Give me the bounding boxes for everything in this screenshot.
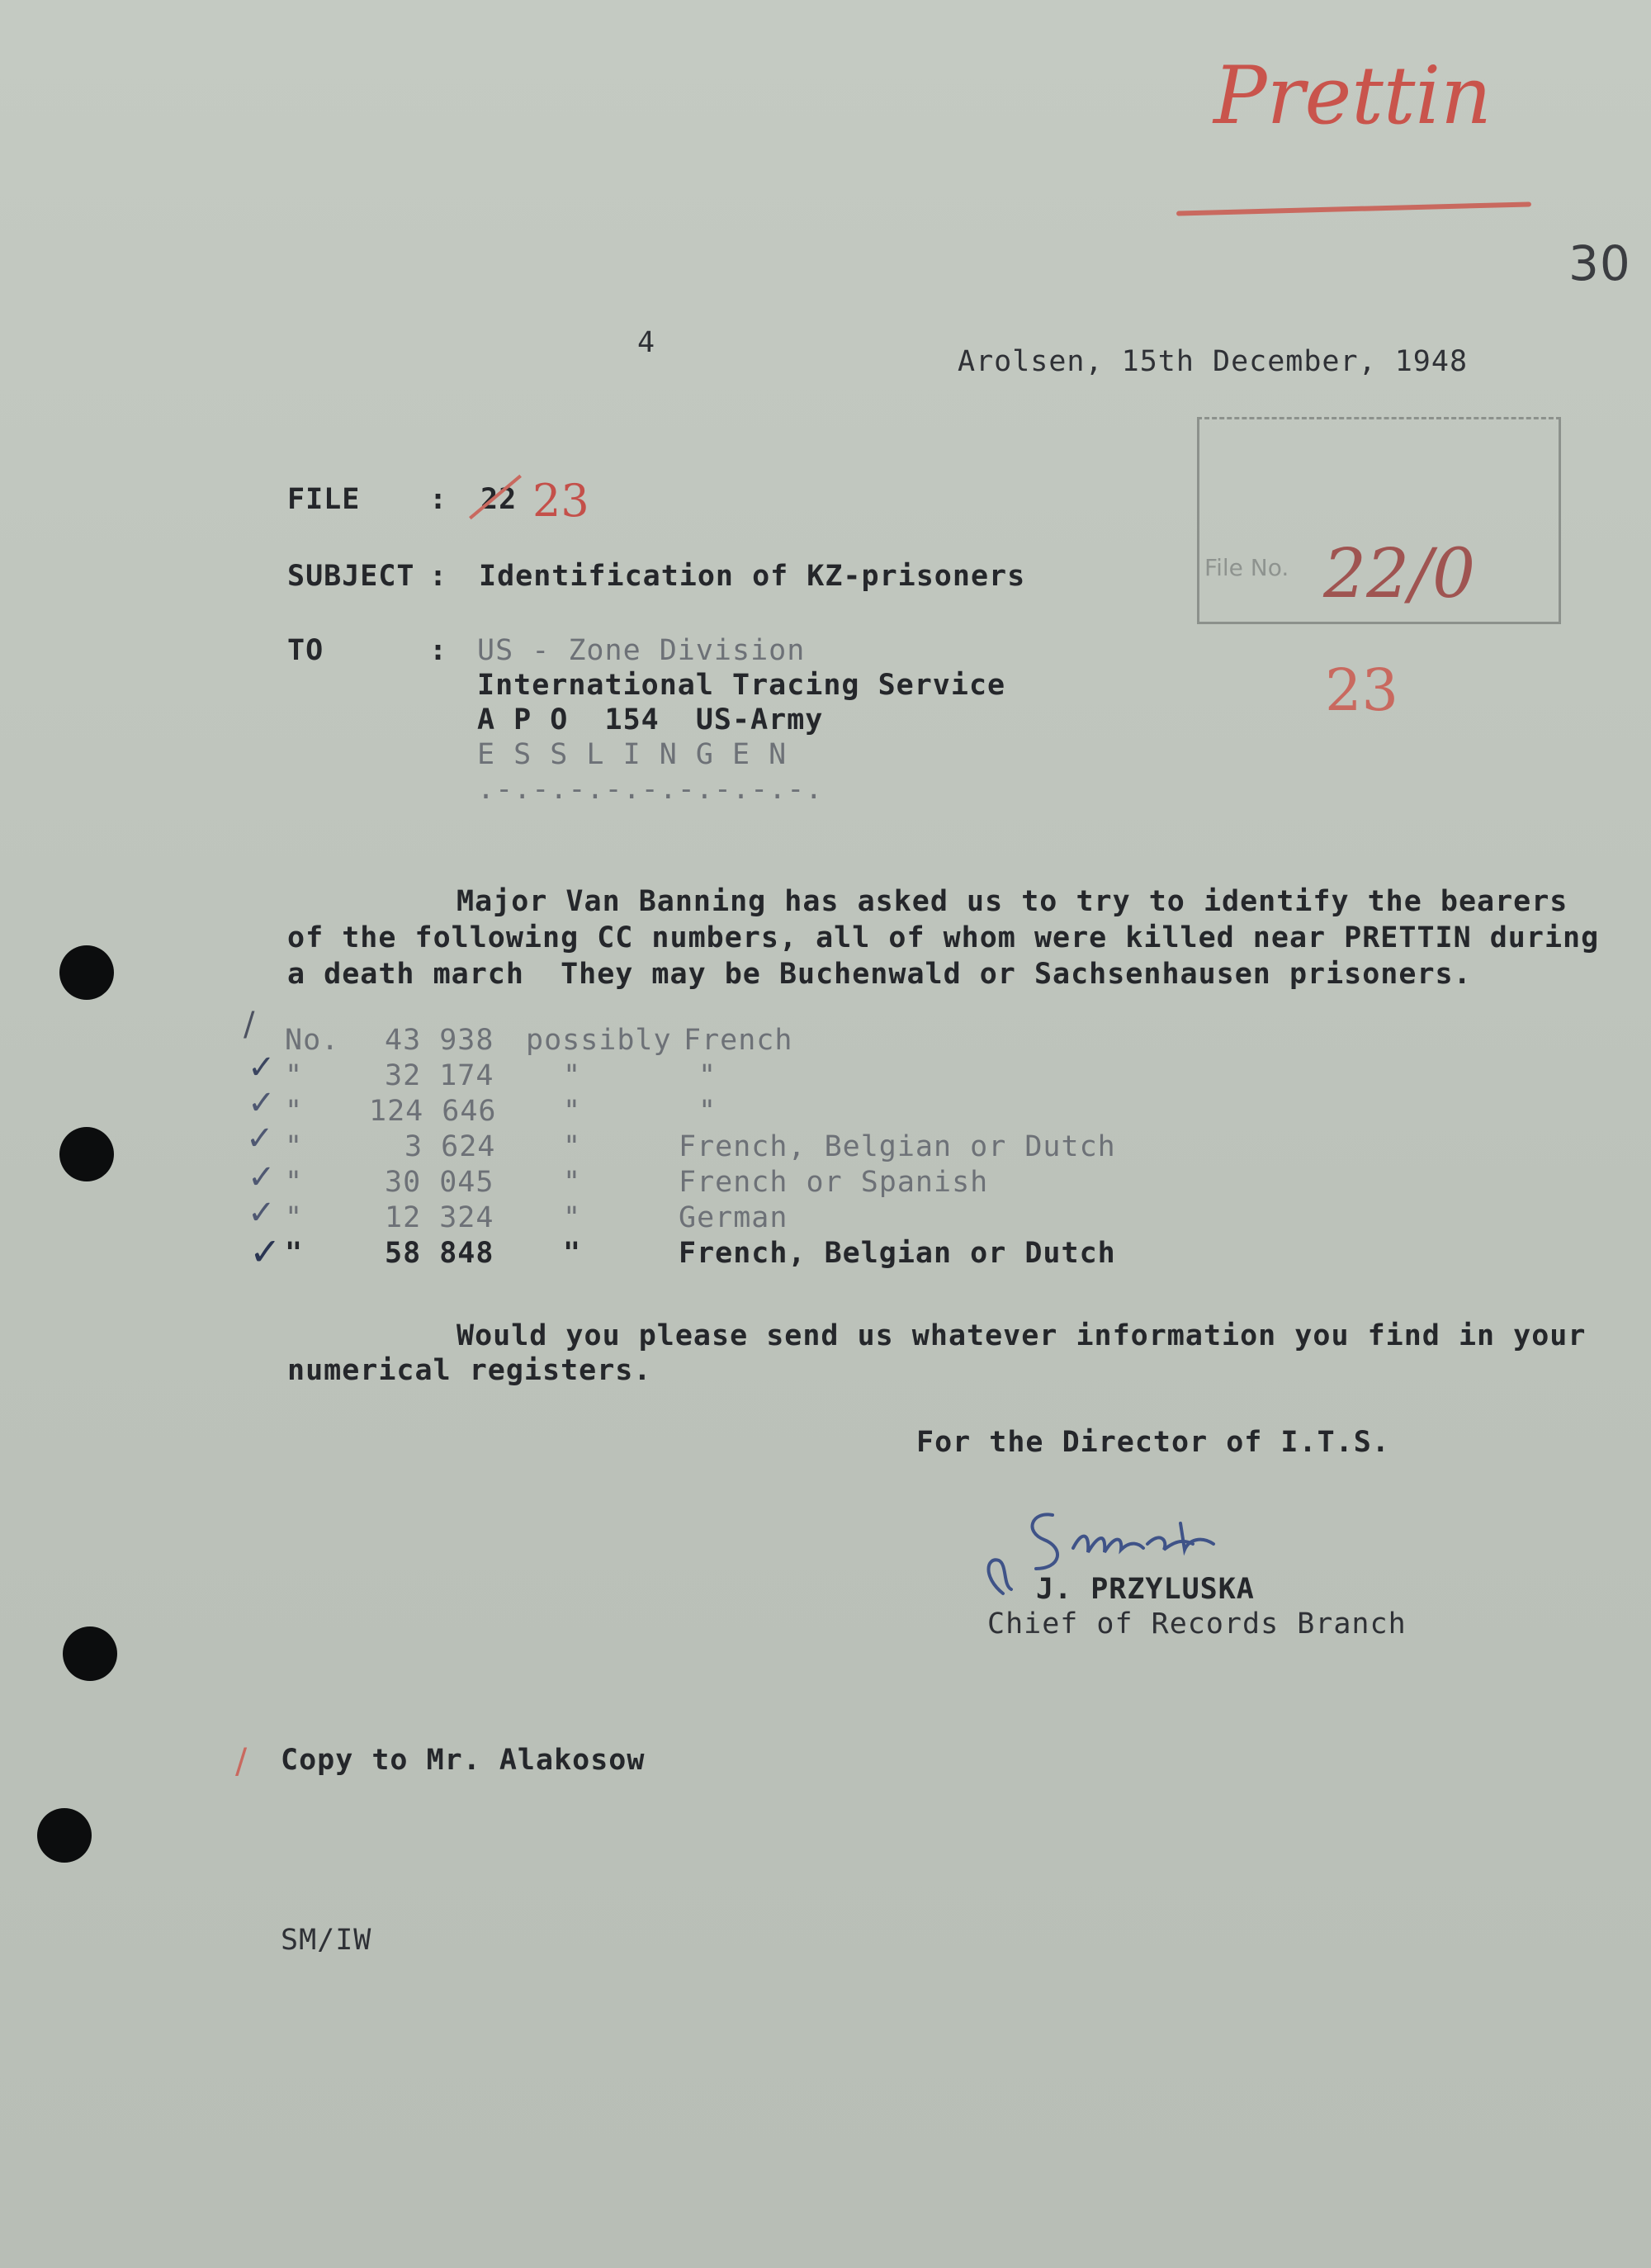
stamp-label: File No. xyxy=(1204,554,1289,581)
handwritten-title: Prettin xyxy=(1213,50,1492,142)
row-prefix: " xyxy=(285,1095,304,1128)
prisoner-number: 12 324 xyxy=(385,1201,494,1234)
subject-label: SUBJECT xyxy=(287,560,415,593)
subject-sep: : xyxy=(429,560,448,593)
body-line: of the following CC numbers, all of whom were killed near PRETTIN during xyxy=(287,921,1600,954)
red-underline xyxy=(1176,201,1531,215)
file-stamp xyxy=(1197,417,1561,624)
place-date: Arolsen, 15th December, 1948 xyxy=(958,345,1469,378)
check-mark: ✓ xyxy=(246,1120,274,1158)
prisoner-note: " xyxy=(563,1237,582,1270)
file-sep: : xyxy=(429,483,448,516)
prisoner-note: " xyxy=(563,1095,582,1128)
body-line: numerical registers. xyxy=(287,1354,652,1387)
to-line: A P O 154 US-Army xyxy=(477,703,824,736)
stamp-file-number: 22/0 xyxy=(1323,535,1476,613)
row-prefix: " xyxy=(285,1237,304,1270)
prisoner-nationality: " xyxy=(698,1095,717,1128)
to-sep: : xyxy=(429,634,448,667)
check-mark: / xyxy=(244,1006,255,1044)
page-number: 30 xyxy=(1568,235,1631,291)
reference-initials: SM/IW xyxy=(281,1924,372,1957)
prisoner-nationality: " xyxy=(698,1059,717,1092)
stamp-corrected-number: 23 xyxy=(1325,656,1399,724)
prisoner-note: " xyxy=(563,1059,582,1092)
prisoner-number: 32 174 xyxy=(385,1059,494,1092)
red-tick: / xyxy=(235,1740,248,1781)
closing-line: For the Director of I.T.S. xyxy=(916,1426,1390,1459)
body-line: Major Van Banning has asked us to try to identify the bearers xyxy=(457,885,1568,918)
check-mark: ✓ xyxy=(248,1084,276,1122)
row-prefix: " xyxy=(285,1201,304,1234)
signature-name: J. PRZYLUSKA xyxy=(1036,1573,1255,1606)
file-value: 22 xyxy=(480,483,518,516)
check-mark: ✓ xyxy=(248,1194,276,1232)
body-line: Would you please send us whatever information you find in your xyxy=(457,1319,1587,1352)
prisoner-number: 43 938 xyxy=(385,1024,494,1057)
to-line: E S S L I N G E N xyxy=(477,738,788,771)
prisoner-number: 30 045 xyxy=(385,1166,494,1199)
punch-hole xyxy=(59,1127,114,1181)
to-divider: .-.-.-.-.-.-.-.-.-. xyxy=(477,773,824,806)
row-prefix: " xyxy=(285,1059,304,1092)
prisoner-note: " xyxy=(563,1166,582,1199)
check-mark: ✓ xyxy=(248,1049,276,1087)
row-prefix: No. xyxy=(285,1024,340,1057)
prisoner-nationality: French, Belgian or Dutch xyxy=(679,1130,1116,1163)
punch-hole xyxy=(59,945,114,1000)
body-line: a death march They may be Buchenwald or Sachsenhausen prisoners. xyxy=(287,958,1472,991)
to-line: International Tracing Service xyxy=(477,669,1006,702)
prisoner-number: 58 848 xyxy=(385,1237,494,1270)
row-prefix: " xyxy=(285,1130,304,1163)
prisoner-nationality: German xyxy=(679,1201,788,1234)
prisoner-nationality: French xyxy=(684,1024,793,1057)
prisoner-note: possibly xyxy=(526,1024,672,1057)
to-line: US - Zone Division xyxy=(477,634,806,667)
prisoner-nationality: French or Spanish xyxy=(679,1166,989,1199)
prisoner-number: 3 624 xyxy=(404,1130,496,1163)
file-label: FILE xyxy=(287,483,361,516)
signature-title: Chief of Records Branch xyxy=(987,1607,1407,1641)
row-prefix: " xyxy=(285,1166,304,1199)
to-label: TO xyxy=(287,634,324,667)
prisoner-note: " xyxy=(563,1201,582,1234)
punch-hole xyxy=(63,1626,117,1681)
prisoner-note: " xyxy=(563,1130,582,1163)
check-mark: ✓ xyxy=(248,1158,276,1196)
prisoner-nationality: French, Belgian or Dutch xyxy=(679,1237,1116,1270)
subject-value: Identification of KZ-prisoners xyxy=(479,560,1026,593)
check-mark: ✓ xyxy=(249,1229,281,1274)
punch-hole xyxy=(37,1808,92,1863)
file-correction: 23 xyxy=(532,475,589,527)
copy-to: Copy to Mr. Alakosow xyxy=(281,1744,646,1777)
prisoner-number: 124 646 xyxy=(369,1095,497,1128)
header-number: 4 xyxy=(637,326,656,359)
